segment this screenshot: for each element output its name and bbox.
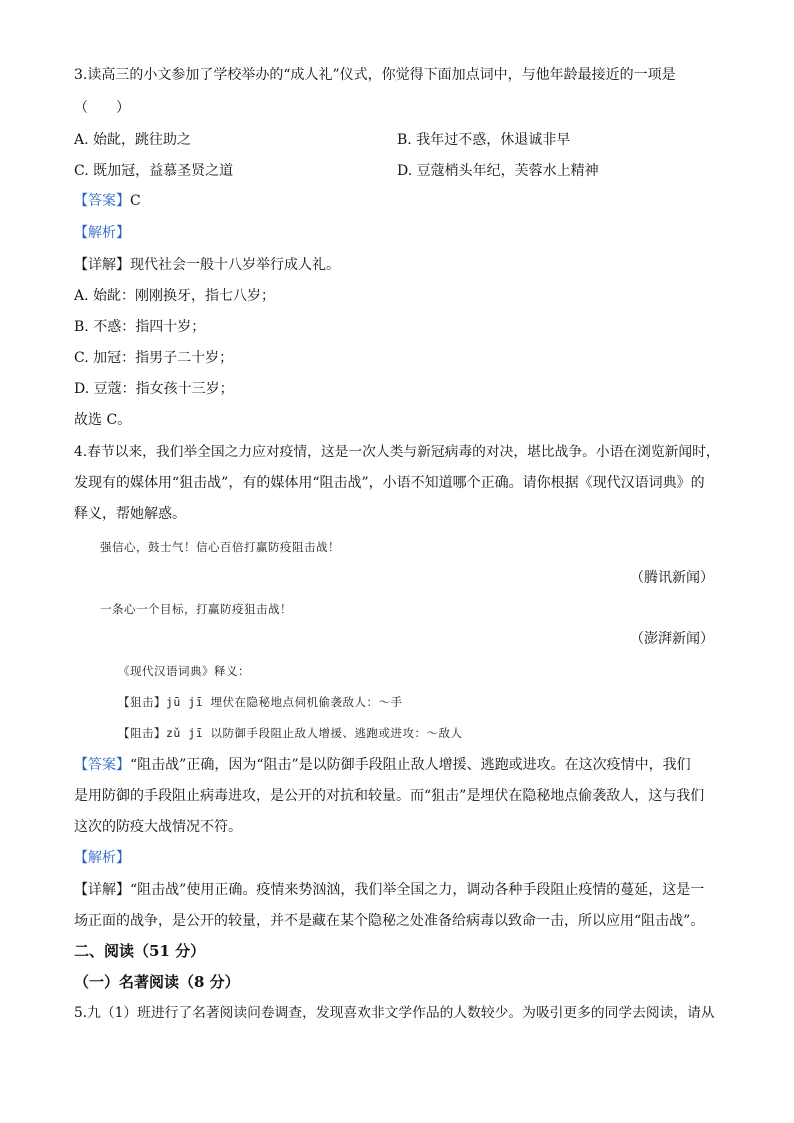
q4-answer-line-2: 是用防御的手段阻止病毒进攻，是公开的对抗和较量。而“狙击”是埋伏在隐秘地点偷袭敌人，这与我们 — [74, 788, 705, 804]
q4-stem-line-2: 发现有的媒体用“狙击战”，有的媒体用“阻击战”，小语不知道哪个正确。请你根据《现代汉语词典》的 — [74, 475, 705, 491]
q4-source-1: （腾讯新闻） — [630, 570, 714, 586]
q3-option-a: A. 始龀，跳往助之 — [74, 132, 192, 148]
q3-stem: 3.读高三的小文参加了学校举办的“成人礼”仪式，你觉得下面加点词中，与他年龄最接近的一项是 — [74, 67, 676, 83]
answer-tag: 【答案】 — [74, 757, 130, 773]
q4-quote-2: 一条心一个目标，打赢防疫狙击战！ — [100, 602, 292, 616]
detail-tag: 【详解】 — [74, 257, 130, 273]
q3-answer: C — [130, 193, 141, 209]
q5-stem: 5.九（1）班进行了名著阅读问卷调查，发现喜欢非文学作品的人数较少。为吸引更多的同学去阅读，请从 — [74, 1005, 715, 1021]
section-heading: 二、阅读（51 分） — [74, 942, 206, 960]
q3-paren: （ ） — [74, 100, 130, 116]
q4-detail-1: “阻击战”使用正确。疫情来势汹汹，我们举全国之力，调动各种手段阻止疫情的蔓延，这是一 — [130, 882, 705, 898]
q4-source-2: （澎湃新闻） — [630, 631, 714, 647]
q3-option-c: C. 既加冠，益慕圣贤之道 — [74, 163, 234, 179]
q3-explain-c: C. 加冠：指男子二十岁； — [74, 350, 234, 366]
q3-analysis-line — [74, 224, 130, 242]
q3-choose: 故选 C。 — [74, 412, 132, 428]
q3-explain-a: A. 始龀：刚刚换牙，指七八岁； — [74, 288, 276, 304]
q4-dictionary-entry-2: 【阻击】zǔ jī 以防御手段阻止敌人增援、逃跑或进攻：～敌人 — [118, 726, 463, 740]
detail-tag: 【详解】 — [74, 882, 130, 898]
q4-analysis-line — [74, 849, 130, 867]
q3-answer-line — [74, 192, 141, 210]
q3-detail-line — [74, 256, 340, 274]
q4-answer-line-1 — [74, 756, 691, 774]
q4-detail-line-1 — [74, 881, 704, 899]
q3-option-d: D. 豆蔻梢头年纪，芙蓉水上精神 — [397, 163, 599, 179]
q4-dictionary-entry-1: 【狙击】jū jī 埋伏在隐秘地点伺机偷袭敌人：～手 — [118, 695, 403, 709]
q4-quote-1: 强信心，鼓士气！信心百倍打赢防疫阻击战！ — [100, 540, 340, 554]
q3-explain-d: D. 豆蔻：指女孩十三岁； — [74, 381, 234, 397]
q3-explain-b: B. 不惑：指四十岁； — [74, 319, 206, 335]
analysis-tag: 【解析】 — [74, 225, 130, 241]
q4-stem-line-1: 4.春节以来，我们举全国之力应对疫情，这是一次人类与新冠病毒的对决，堪比战争。小语在浏览新闻时， — [74, 444, 720, 460]
q4-dictionary-title: 《现代汉语词典》释义： — [118, 664, 250, 678]
q4-answer-1: “阻击战”正确，因为“阻击”是以防御手段阻止敌人增援、逃跑或进攻。在这次疫情中，我们 — [130, 757, 691, 773]
q3-detail: 现代社会一般十八岁举行成人礼。 — [130, 257, 340, 273]
q4-stem-line-3: 释义，帮她解惑。 — [74, 506, 186, 522]
q4-answer-line-3: 这次的防疫大战情况不符。 — [74, 819, 242, 835]
answer-tag: 【答案】 — [74, 193, 130, 209]
q4-detail-line-2: 场正面的战争，是公开的较量，并不是藏在某个隐秘之处准备给病毒以致命一击，所以应用“阻击战”。 — [74, 913, 705, 929]
subsection-heading: （一）名著阅读（8 分） — [74, 973, 240, 991]
analysis-tag: 【解析】 — [74, 850, 130, 866]
q3-option-b: B. 我年过不惑，休退诚非早 — [397, 132, 571, 148]
